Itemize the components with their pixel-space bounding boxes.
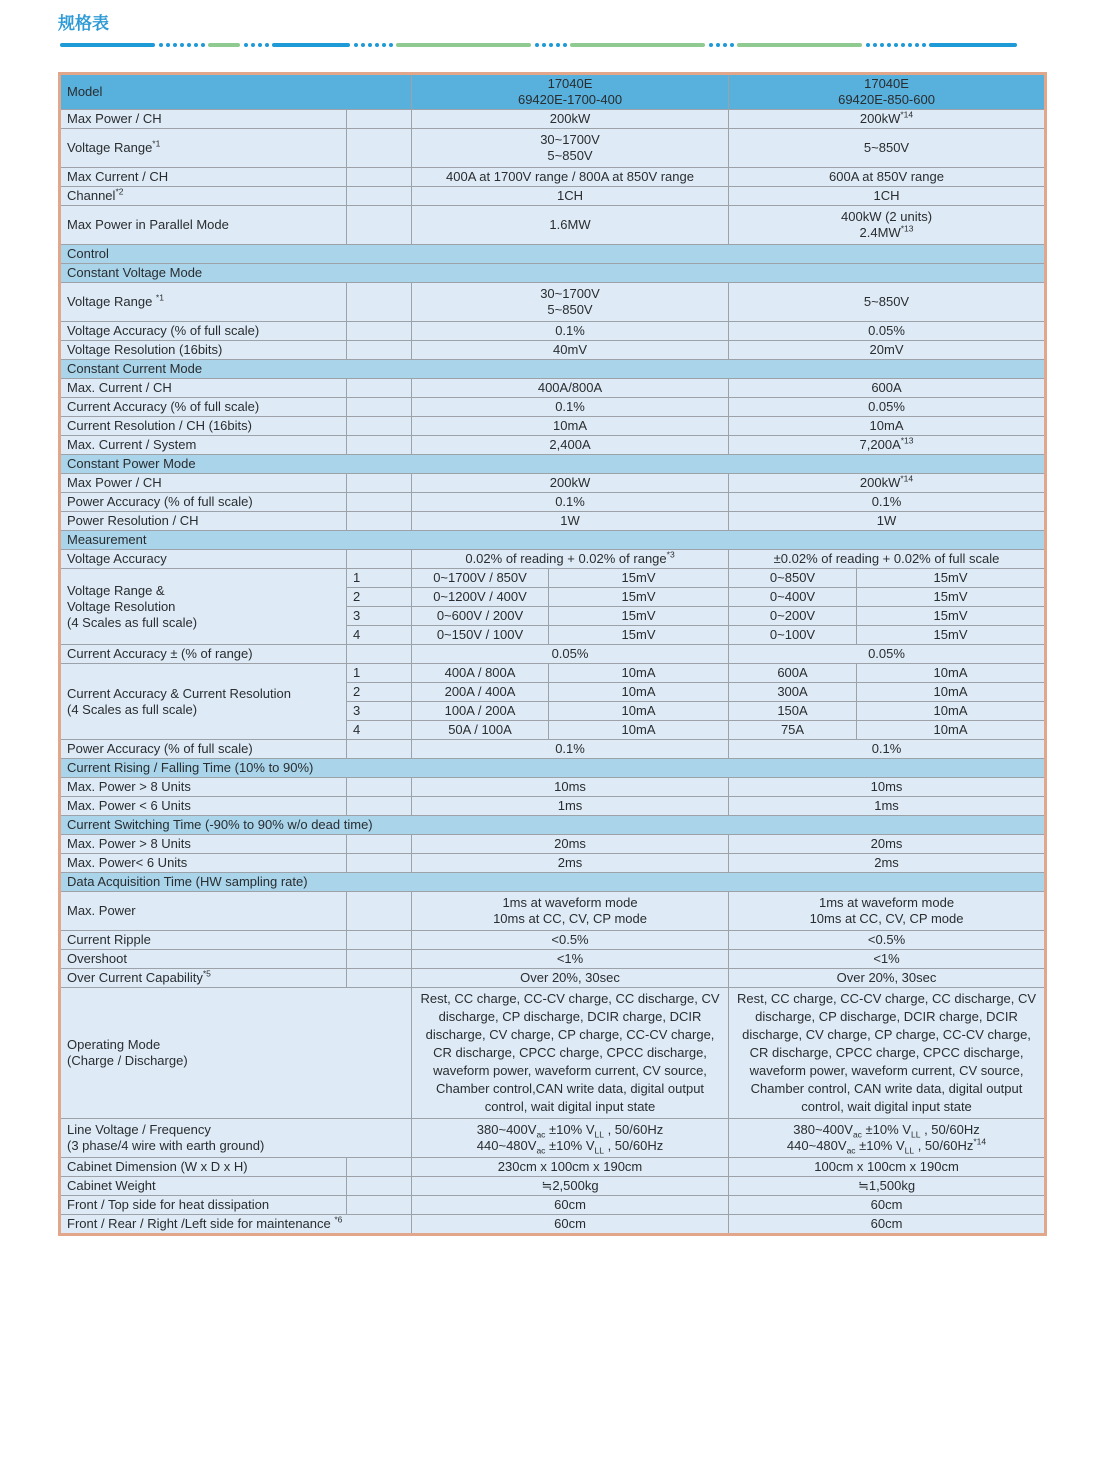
cell-value: 400A/800A	[412, 379, 729, 398]
divider-dot	[258, 43, 262, 47]
row-label: Max. Power > 8 Units	[60, 835, 347, 854]
cell-value: 15mV	[549, 626, 729, 645]
cell-value: 2,400A	[412, 436, 729, 455]
cell-value: 60cm	[729, 1196, 1046, 1215]
divider-dot	[901, 43, 905, 47]
row-label: Max Power in Parallel Mode	[60, 206, 347, 245]
section-row	[60, 264, 1046, 283]
divider-dot	[908, 43, 912, 47]
cell-value: $380\sim 400V_{ac} \pm 10\%$ $V_{LL}$ , 50/60Hz $440\sim 480V_{ac} \pm 10\%$ $V_{LL}$ , 50/60Hz$^{*14}$	[729, 1119, 1046, 1158]
cell-value: Rest, CC charge, CC-CV charge, CC discharge, CV discharge, CP discharge, DCIR charge, DCIR discharge, CV charge, CP charge, CC-CV charge, CR discharge, CPCC charge, CPCC discharge, waveform power, waveform current, CV source, Chamber control, CAN write data, digital output control, wait digital input state	[729, 988, 1046, 1119]
table-row	[60, 778, 1046, 797]
divider-dot	[389, 43, 393, 47]
row-label: Voltage Accuracy	[60, 550, 347, 569]
cell-value: 400A / 800A	[412, 664, 549, 683]
cell-value: <0.5%	[412, 931, 729, 950]
row-label: Current Accuracy & Current Resolution (4 Scales as full scale)	[60, 664, 347, 740]
divider-dash	[570, 43, 705, 47]
divider-dot	[244, 43, 248, 47]
section-label: Measurement	[60, 531, 1046, 550]
divider-dot	[159, 43, 163, 47]
divider-dot	[194, 43, 198, 47]
label-spacer	[347, 110, 412, 129]
divider-dot	[873, 43, 877, 47]
scale-index: 4	[347, 626, 412, 645]
table-row	[60, 206, 1046, 245]
divider-dot	[173, 43, 177, 47]
cell-value: 15mV	[549, 588, 729, 607]
row-label: Current Resolution / CH (16bits)	[60, 417, 347, 436]
divider-dot	[716, 43, 720, 47]
table-row	[60, 283, 1046, 322]
cell-value: 200kW	[412, 110, 729, 129]
section-label: Current Rising / Falling Time (10% to 90%)	[60, 759, 1046, 778]
divider-dot	[180, 43, 184, 47]
divider-dot	[535, 43, 539, 47]
cell-value: 1CH	[729, 187, 1046, 206]
label-spacer	[347, 892, 412, 931]
page-title: 规格表	[58, 14, 109, 33]
cell-value: 1CH	[412, 187, 729, 206]
cell-value: 600A	[729, 664, 857, 683]
table-row	[60, 512, 1046, 531]
table-row	[60, 645, 1046, 664]
row-label: Front / Top side for heat dissipation	[60, 1196, 347, 1215]
cell-value: 60cm	[412, 1196, 729, 1215]
model-header-row	[60, 74, 1046, 110]
scale-index: 4	[347, 721, 412, 740]
table-row	[60, 797, 1046, 816]
divider-dot	[894, 43, 898, 47]
divider-dot	[354, 43, 358, 47]
table-row	[60, 110, 1046, 129]
cell-value: $380\sim 400V_{ac} \pm 10\%$ $V_{LL}$ , 50/60Hz $440\sim 480V_{ac} \pm 10\%$ $V_{LL}$ , 50/60Hz	[412, 1119, 729, 1158]
scale-row	[60, 569, 1046, 588]
table-row	[60, 341, 1046, 360]
cell-value: 10mA	[729, 417, 1046, 436]
table-row	[60, 969, 1046, 988]
divider-dot	[549, 43, 553, 47]
cell-value: 0.1%	[412, 493, 729, 512]
row-label: Max Power / CH	[60, 110, 347, 129]
cell-value: 600A	[729, 379, 1046, 398]
label-spacer	[347, 797, 412, 816]
row-label: Operating Mode (Charge / Discharge)	[60, 988, 412, 1119]
table-row	[60, 931, 1046, 950]
cell-value: 15mV	[857, 626, 1046, 645]
cell-value: ≒2,500kg	[412, 1177, 729, 1196]
cell-value: 0.05%	[729, 398, 1046, 417]
section-label: Control	[60, 245, 1046, 264]
table-row	[60, 187, 1046, 206]
table-row	[60, 854, 1046, 873]
table-row	[60, 988, 1046, 1119]
scale-index: 2	[347, 683, 412, 702]
cell-value: 0.1%	[412, 322, 729, 341]
row-label: Voltage Resolution (16bits)	[60, 341, 347, 360]
cell-value: 10mA	[549, 721, 729, 740]
row-label: Channel$^{*2}$	[60, 187, 347, 206]
section-row	[60, 360, 1046, 379]
divider-dot	[251, 43, 255, 47]
divider-dot	[375, 43, 379, 47]
label-spacer	[347, 645, 412, 664]
cell-value: 1W	[412, 512, 729, 531]
label-spacer	[347, 493, 412, 512]
decor-divider	[58, 42, 1044, 48]
cell-value: 15mV	[857, 588, 1046, 607]
divider-dot	[730, 43, 734, 47]
divider-dot	[880, 43, 884, 47]
divider-dash	[396, 43, 531, 47]
label-spacer	[347, 854, 412, 873]
cell-value: 600A at 850V range	[729, 168, 1046, 187]
table-row	[60, 168, 1046, 187]
scale-row	[60, 664, 1046, 683]
cell-value: 0~600V / 200V	[412, 607, 549, 626]
cell-value: 30~1700V 5~850V	[412, 129, 729, 168]
label-spacer	[347, 931, 412, 950]
row-label: Max Power / CH	[60, 474, 347, 493]
cell-value: 230cm x 100cm x 190cm	[412, 1158, 729, 1177]
scale-index: 1	[347, 664, 412, 683]
section-label: Constant Power Mode	[60, 455, 1046, 474]
label-spacer	[347, 778, 412, 797]
row-label: Max. Current / CH	[60, 379, 347, 398]
cell-value: $7,200A^{*13}$	[729, 436, 1046, 455]
cell-value: 1ms at waveform mode 10ms at CC, CV, CP mode	[729, 892, 1046, 931]
cell-value: 17040E 69420E-850-600	[729, 74, 1046, 110]
label-spacer	[347, 512, 412, 531]
table-row	[60, 892, 1046, 931]
cell-value: 17040E 69420E-1700-400	[412, 74, 729, 110]
section-label: Data Acquisition Time (HW sampling rate)	[60, 873, 1046, 892]
cell-value: 0~400V	[729, 588, 857, 607]
section-label: Constant Voltage Mode	[60, 264, 1046, 283]
cell-value: 30~1700V 5~850V	[412, 283, 729, 322]
label-spacer	[347, 206, 412, 245]
divider-dot	[201, 43, 205, 47]
cell-value: 10ms	[412, 778, 729, 797]
row-label: Current Accuracy ± (% of range)	[60, 645, 347, 664]
row-label: Model	[60, 74, 412, 110]
table-row	[60, 950, 1046, 969]
cell-value: 2ms	[729, 854, 1046, 873]
cell-value: 5~850V	[729, 129, 1046, 168]
cell-value: 15mV	[549, 569, 729, 588]
cell-value: 0.1%	[729, 740, 1046, 759]
cell-value: $200kW^{*14}$	[729, 474, 1046, 493]
label-spacer	[347, 950, 412, 969]
row-label: Overshoot	[60, 950, 347, 969]
row-label: Cabinet Dimension (W x D x H)	[60, 1158, 347, 1177]
row-label: Max. Power > 8 Units	[60, 778, 347, 797]
section-row	[60, 816, 1046, 835]
divider-dash	[272, 43, 350, 47]
cell-value: Over 20%, 30sec	[729, 969, 1046, 988]
label-spacer	[347, 379, 412, 398]
divider-dash	[60, 43, 155, 47]
section-row	[60, 531, 1046, 550]
cell-value: 0~200V	[729, 607, 857, 626]
divider-dot	[265, 43, 269, 47]
row-label: Power Resolution / CH	[60, 512, 347, 531]
label-spacer	[347, 322, 412, 341]
row-label: Cabinet Weight	[60, 1177, 347, 1196]
divider-dot	[382, 43, 386, 47]
cell-value: 2ms	[412, 854, 729, 873]
row-label: Over Current Capability$^{*5}$	[60, 969, 347, 988]
table-row	[60, 1119, 1046, 1158]
cell-value: 300A	[729, 683, 857, 702]
cell-value: 400kW (2 units) 2.4MW$^{*13}$	[729, 206, 1046, 245]
label-spacer	[347, 398, 412, 417]
label-spacer	[347, 1158, 412, 1177]
cell-value: 10mA	[412, 417, 729, 436]
label-spacer	[347, 835, 412, 854]
row-label: Voltage Range $^{*1}$	[60, 283, 347, 322]
section-row	[60, 245, 1046, 264]
divider-dot	[187, 43, 191, 47]
label-spacer	[347, 1196, 412, 1215]
scale-index: 2	[347, 588, 412, 607]
label-spacer	[347, 283, 412, 322]
cell-value: 10mA	[549, 683, 729, 702]
cell-value: <1%	[729, 950, 1046, 969]
row-label: Front / Rear / Right /Left side for maintenance $^{*6}$	[60, 1215, 412, 1235]
cell-value: ±0.02% of reading + 0.02% of full scale	[729, 550, 1046, 569]
divider-dash	[208, 43, 240, 47]
table-row	[60, 493, 1046, 512]
table-row	[60, 474, 1046, 493]
cell-value: 400A at 1700V range / 800A at 850V range	[412, 168, 729, 187]
cell-value: 10ms	[729, 778, 1046, 797]
row-label: Voltage Range & Voltage Resolution (4 Scales as full scale)	[60, 569, 347, 645]
label-spacer	[347, 417, 412, 436]
cell-value: 0.1%	[729, 493, 1046, 512]
cell-value: 100A / 200A	[412, 702, 549, 721]
cell-value: 10mA	[857, 683, 1046, 702]
cell-value: <0.5%	[729, 931, 1046, 950]
label-spacer	[347, 740, 412, 759]
cell-value: 0~100V	[729, 626, 857, 645]
cell-value: 15mV	[549, 607, 729, 626]
label-spacer	[347, 129, 412, 168]
cell-value: 20ms	[729, 835, 1046, 854]
row-label: Voltage Range$^{*1}$	[60, 129, 347, 168]
cell-value: 0.05%	[729, 322, 1046, 341]
row-label: Power Accuracy (% of full scale)	[60, 493, 347, 512]
table-row	[60, 398, 1046, 417]
cell-value: 1ms	[412, 797, 729, 816]
cell-value: 75A	[729, 721, 857, 740]
divider-dot	[166, 43, 170, 47]
cell-value: 40mV	[412, 341, 729, 360]
cell-value: 0.05%	[412, 645, 729, 664]
section-row	[60, 873, 1046, 892]
cell-value: 200A / 400A	[412, 683, 549, 702]
cell-value: 10mA	[549, 702, 729, 721]
cell-value: 1ms at waveform mode 10ms at CC, CV, CP mode	[412, 892, 729, 931]
cell-value: 10mA	[549, 664, 729, 683]
row-label: Voltage Accuracy (% of full scale)	[60, 322, 347, 341]
row-label: Current Ripple	[60, 931, 347, 950]
section-row	[60, 759, 1046, 778]
cell-value: 0~1700V / 850V	[412, 569, 549, 588]
label-spacer	[347, 168, 412, 187]
cell-value: 10mA	[857, 664, 1046, 683]
row-label: Max Current / CH	[60, 168, 347, 187]
row-label: Max. Current / System	[60, 436, 347, 455]
divider-dot	[922, 43, 926, 47]
divider-dot	[723, 43, 727, 47]
cell-value: 5~850V	[729, 283, 1046, 322]
table-row	[60, 322, 1046, 341]
label-spacer	[347, 436, 412, 455]
cell-value: 10mA	[857, 721, 1046, 740]
cell-value: 200kW	[412, 474, 729, 493]
divider-dash	[737, 43, 862, 47]
table-row	[60, 835, 1046, 854]
cell-value: 100cm x 100cm x 190cm	[729, 1158, 1046, 1177]
cell-value: 60cm	[729, 1215, 1046, 1235]
cell-value: Rest, CC charge, CC-CV charge, CC discharge, CV discharge, CP discharge, DCIR charge, DCIR discharge, CV charge, CP charge, CC-CV charge, CR discharge, CPCC charge, CPCC discharge, waveform power, waveform current, CV source, Chamber control,CAN write data, digital output control, wait digital input state	[412, 988, 729, 1119]
table-row	[60, 550, 1046, 569]
cell-value: 60cm	[412, 1215, 729, 1235]
cell-value: 20mV	[729, 341, 1046, 360]
section-label: Constant Current Mode	[60, 360, 1046, 379]
label-spacer	[347, 341, 412, 360]
cell-value: 15mV	[857, 569, 1046, 588]
table-row	[60, 379, 1046, 398]
table-row	[60, 129, 1046, 168]
table-row	[60, 436, 1046, 455]
table-row	[60, 417, 1046, 436]
table-row	[60, 1196, 1046, 1215]
cell-value: 1W	[729, 512, 1046, 531]
cell-value: 0~150V / 100V	[412, 626, 549, 645]
cell-value: 0.05%	[729, 645, 1046, 664]
label-spacer	[347, 550, 412, 569]
divider-dot	[866, 43, 870, 47]
divider-dot	[361, 43, 365, 47]
section-label: Current Switching Time (-90% to 90% w/o dead time)	[60, 816, 1046, 835]
label-spacer	[347, 474, 412, 493]
row-label: Current Accuracy (% of full scale)	[60, 398, 347, 417]
cell-value: 20ms	[412, 835, 729, 854]
divider-dot	[563, 43, 567, 47]
cell-value: 0~850V	[729, 569, 857, 588]
cell-value: 0~1200V / 400V	[412, 588, 549, 607]
row-label: Line Voltage / Frequency (3 phase/4 wire with earth ground)	[60, 1119, 412, 1158]
cell-value: <1%	[412, 950, 729, 969]
divider-dot	[556, 43, 560, 47]
divider-dash	[929, 43, 1017, 47]
cell-value: 50A / 100A	[412, 721, 549, 740]
cell-value: 1ms	[729, 797, 1046, 816]
divider-dot	[542, 43, 546, 47]
cell-value: 15mV	[857, 607, 1046, 626]
row-label: Max. Power< 6 Units	[60, 854, 347, 873]
cell-value: ≒1,500kg	[729, 1177, 1046, 1196]
table-row	[60, 1215, 1046, 1235]
spec-table	[58, 72, 1047, 1236]
divider-dot	[368, 43, 372, 47]
table-row	[60, 1177, 1046, 1196]
cell-value: 150A	[729, 702, 857, 721]
spec-table-body	[60, 74, 1046, 1235]
cell-value: $200kW^{*14}$	[729, 110, 1046, 129]
scale-index: 3	[347, 607, 412, 626]
cell-value: 0.1%	[412, 398, 729, 417]
label-spacer	[347, 969, 412, 988]
cell-value: Over 20%, 30sec	[412, 969, 729, 988]
divider-dot	[709, 43, 713, 47]
divider-dot	[915, 43, 919, 47]
cell-value: 10mA	[857, 702, 1046, 721]
table-row	[60, 740, 1046, 759]
row-label: Power Accuracy (% of full scale)	[60, 740, 347, 759]
label-spacer	[347, 187, 412, 206]
scale-index: 1	[347, 569, 412, 588]
row-label: Max. Power	[60, 892, 347, 931]
cell-value: 0.02% of reading + 0.02% of range$^{*3}$	[412, 550, 729, 569]
scale-index: 3	[347, 702, 412, 721]
divider-dot	[887, 43, 891, 47]
cell-value: 0.1%	[412, 740, 729, 759]
label-spacer	[347, 1177, 412, 1196]
cell-value: 1.6MW	[412, 206, 729, 245]
row-label: Max. Power < 6 Units	[60, 797, 347, 816]
table-row	[60, 1158, 1046, 1177]
section-row	[60, 455, 1046, 474]
